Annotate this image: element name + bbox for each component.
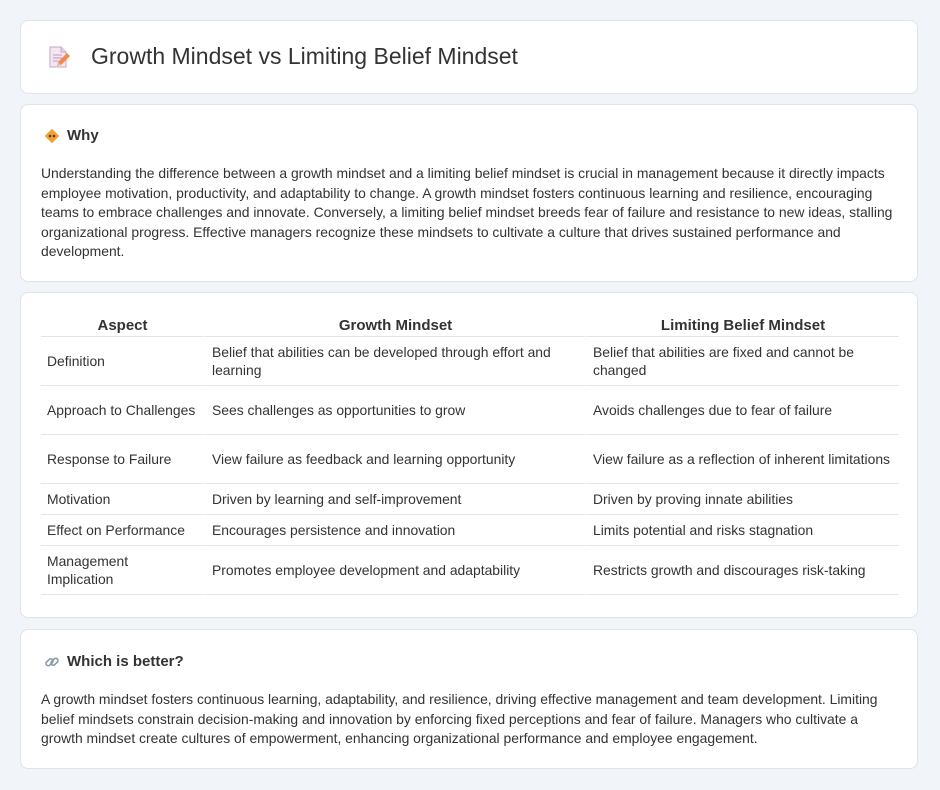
- why-heading-row: [44, 127, 99, 144]
- which-is-better-card: [20, 629, 918, 769]
- table-header-row: [41, 313, 899, 337]
- why-card: [20, 104, 918, 282]
- comparison-table: [41, 313, 899, 595]
- link-icon: [44, 654, 60, 670]
- aspect-cell: Management Implication: [41, 546, 204, 595]
- page-title: Growth Mindset vs Limiting Belief Mindset: [91, 43, 518, 69]
- table-row: [41, 515, 899, 546]
- limiting-cell: Avoids challenges due to fear of failure: [585, 386, 899, 435]
- column-header-limiting: Limiting Belief Mindset: [585, 313, 899, 337]
- column-header-aspect: Aspect: [41, 313, 204, 337]
- growth-cell: Promotes employee development and adaptability: [204, 546, 585, 595]
- table-row: [41, 337, 899, 386]
- better-paragraph: A growth mindset fosters continuous learning, adaptability, and resilience, driving effective management and team development. Limiting belief mindsets constrain decision-making and innovation by enforcing fixed perceptions and fear of failure. Managers who cultivate a growth mindset create cultures of empowerment, enhancing organizational performance and employee engagement.: [41, 691, 878, 747]
- column-header-growth: Growth Mindset: [204, 313, 585, 337]
- comparison-card: [20, 292, 918, 618]
- why-paragraph: Understanding the difference between a growth mindset and a limiting belief mindset is crucial in management because it directly impacts employee motivation, productivity, and adaptability to change. A growth mindset fosters continuous learning and resilience, encouraging teams to embrace challenges and innovate. Conversely, a limiting belief mindset breeds fear of failure and resistance to new ideas, stalling organizational progress. Effective managers recognize these mindsets to cultivate a culture that drives sustained performance and development.: [41, 165, 893, 260]
- growth-cell: Belief that abilities can be developed through effort and learning: [204, 337, 585, 386]
- growth-cell: Encourages persistence and innovation: [204, 515, 585, 546]
- table-row: [41, 484, 899, 515]
- limiting-cell: Driven by proving innate abilities: [585, 484, 899, 515]
- limiting-cell: Limits potential and risks stagnation: [585, 515, 899, 546]
- title-card: [20, 20, 918, 94]
- aspect-cell: Motivation: [41, 484, 204, 515]
- better-heading: Which is better?: [67, 653, 184, 670]
- growth-cell: View failure as feedback and learning opportunity: [204, 435, 585, 484]
- aspect-cell: Definition: [41, 337, 204, 386]
- better-heading-row: [44, 653, 184, 670]
- document-pencil-icon: [45, 44, 71, 70]
- table-row: [41, 435, 899, 484]
- diamond-sign-icon: [44, 128, 60, 144]
- why-heading: Why: [67, 127, 99, 144]
- table-row: [41, 546, 899, 595]
- aspect-cell: Response to Failure: [41, 435, 204, 484]
- growth-cell: Driven by learning and self-improvement: [204, 484, 585, 515]
- aspect-cell: Approach to Challenges: [41, 386, 204, 435]
- aspect-cell: Effect on Performance: [41, 515, 204, 546]
- limiting-cell: Restricts growth and discourages risk-taking: [585, 546, 899, 595]
- limiting-cell: View failure as a reflection of inherent limitations: [585, 435, 899, 484]
- limiting-cell: Belief that abilities are fixed and cannot be changed: [585, 337, 899, 386]
- growth-cell: Sees challenges as opportunities to grow: [204, 386, 585, 435]
- title-row: [45, 43, 518, 70]
- table-row: [41, 386, 899, 435]
